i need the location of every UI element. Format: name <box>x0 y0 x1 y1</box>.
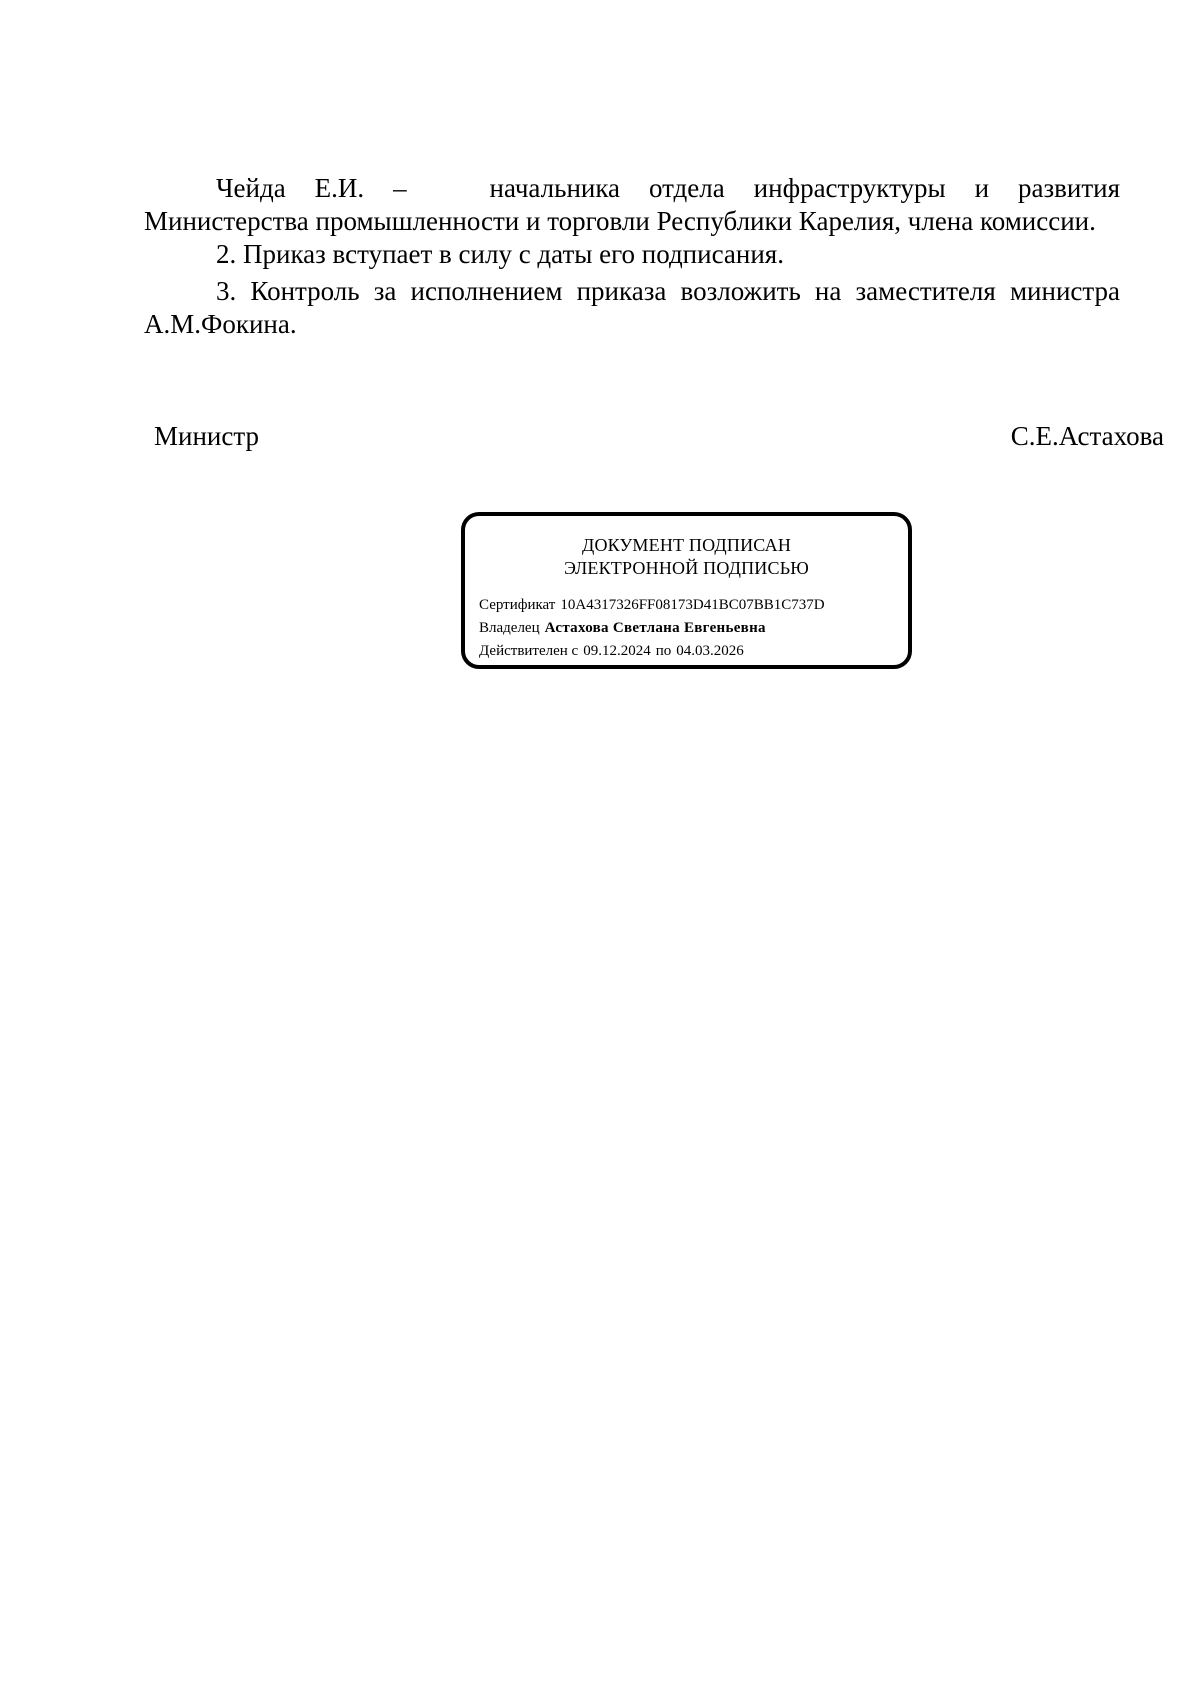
stamp-owner-line <box>479 617 825 640</box>
paragraph-commission-member: Чейда Е.И. – начальника отдела инфраструктуры и развития Министерства промышленности и торговли Республики Карелия, члена комиссии. <box>144 173 1120 236</box>
document-body <box>144 172 1120 341</box>
stamp-title-line-2: ЭЛЕКТРОННОЙ ПОДПИСЬЮ <box>564 558 809 578</box>
certificate-label: Сертификат <box>479 597 556 613</box>
paragraph-control: 3. Контроль за исполнением приказа возложить на заместителя министра А.М.Фокина. <box>144 276 1120 339</box>
owner-label: Владелец <box>479 620 540 636</box>
stamp-details <box>479 594 825 663</box>
owner-value: Астахова Светлана Евгеньевна <box>544 620 766 636</box>
valid-from: 09.12.2024 <box>583 643 651 659</box>
stamp-certificate-line <box>479 594 825 617</box>
paragraph-effective-date: 2. Приказ вступает в силу с даты его подписания. <box>216 239 784 269</box>
valid-to-label: по <box>655 643 672 659</box>
signatory-role: Министр <box>154 421 259 451</box>
certificate-value: 10A4317326FF08173D41BC07BB1C737D <box>560 597 825 613</box>
valid-label: Действителен с <box>479 643 579 659</box>
stamp-title <box>465 534 908 580</box>
stamp-validity-line <box>479 640 825 663</box>
signature-block <box>154 420 1164 460</box>
stamp-title-line-1: ДОКУМЕНТ ПОДПИСАН <box>581 535 792 555</box>
electronic-signature-stamp <box>461 512 912 669</box>
valid-to: 04.03.2026 <box>676 643 744 659</box>
signatory-name: С.Е.Астахова <box>1010 421 1164 451</box>
